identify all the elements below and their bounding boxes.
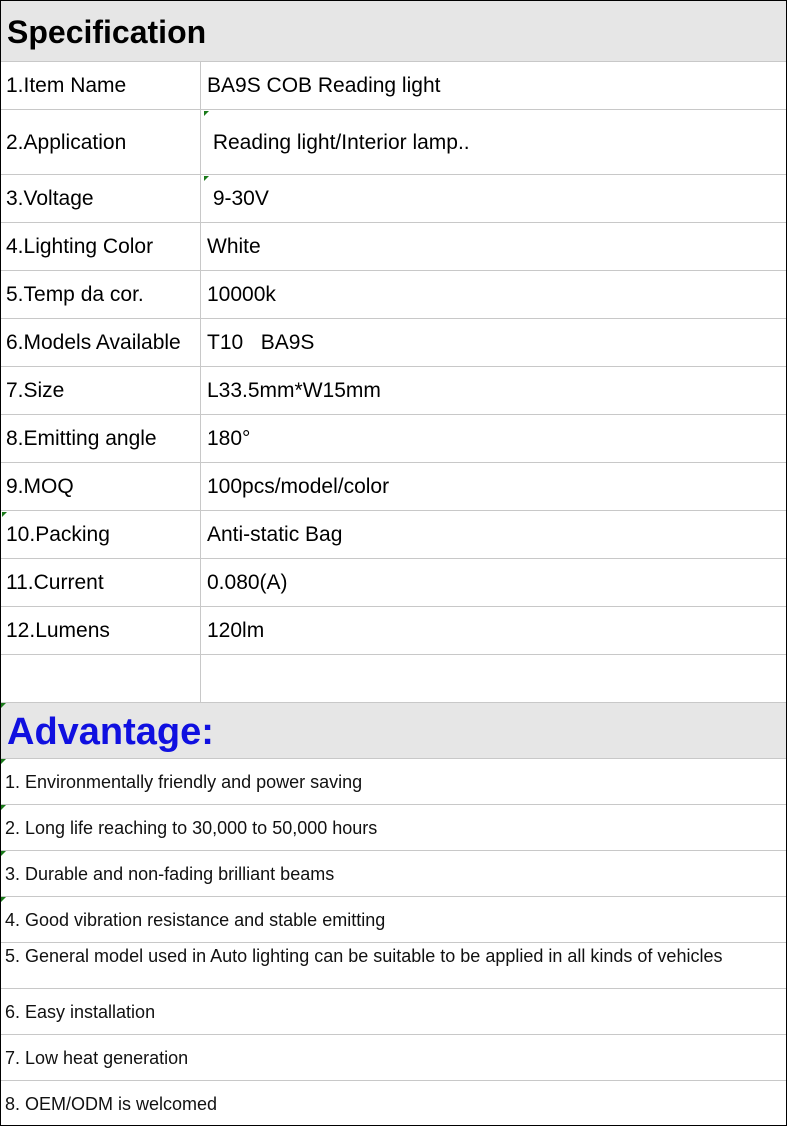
spec-row: [1, 367, 786, 415]
spec-label-cell[interactable]: [1, 559, 201, 606]
spec-label: 12.Lumens: [6, 619, 110, 642]
spec-row: [1, 463, 786, 511]
comment-marker-icon: [1, 703, 6, 708]
comment-marker-icon: [1, 897, 6, 902]
spec-value-cell[interactable]: [201, 319, 786, 366]
advantage-item-text: 5. General model used in Auto lighting can be suitable to be applied in all kinds of vehicles: [5, 946, 723, 966]
spec-label: 8.Emitting angle: [6, 427, 157, 450]
spec-value: 120lm: [207, 619, 265, 642]
spec-row: [1, 559, 786, 607]
advantage-item[interactable]: [1, 1035, 786, 1081]
spec-value: 9-30V: [207, 187, 269, 210]
spec-label-cell[interactable]: [1, 110, 201, 174]
spec-value-cell[interactable]: [201, 271, 786, 318]
spec-value: L33.5mm*W15mm: [207, 379, 381, 402]
spec-row: [1, 175, 786, 223]
comment-marker-icon: [1, 759, 6, 764]
specification-header: [1, 1, 786, 62]
advantage-item[interactable]: [1, 759, 786, 805]
spec-row: [1, 223, 786, 271]
advantage-item-text: 3. Durable and non-fading brilliant beams: [5, 864, 335, 884]
spec-label-cell[interactable]: [1, 223, 201, 270]
spec-row: [1, 655, 786, 703]
advantage-item[interactable]: [1, 897, 786, 943]
advantage-title: Advantage:: [7, 711, 214, 753]
spec-label: 2.Application: [6, 130, 127, 154]
spec-value: Anti-static Bag: [207, 523, 343, 546]
advantage-item[interactable]: [1, 851, 786, 897]
spec-value-cell[interactable]: [201, 367, 786, 414]
spec-value-cell[interactable]: [201, 655, 786, 702]
spec-row: [1, 271, 786, 319]
spec-value: BA9S COB Reading light: [207, 74, 441, 97]
comment-marker-icon: [204, 176, 209, 181]
spec-value-cell[interactable]: [201, 511, 786, 558]
spec-label-cell[interactable]: [1, 175, 201, 222]
spec-value-cell[interactable]: [201, 415, 786, 462]
spec-value-cell[interactable]: [201, 62, 786, 109]
advantage-item-text: 8. OEM/ODM is welcomed: [5, 1094, 218, 1114]
spec-label: 11.Current: [6, 571, 104, 594]
spec-row: [1, 62, 786, 110]
spec-row: [1, 415, 786, 463]
specification-title: Specification: [7, 14, 207, 50]
spec-row: [1, 110, 786, 175]
advantage-item-text: 4. Good vibration resistance and stable emitting: [5, 910, 386, 930]
spec-value: Reading light/Interior lamp..: [207, 130, 470, 154]
spec-label-cell[interactable]: [1, 511, 201, 558]
spec-value: 100pcs/model/color: [207, 475, 390, 498]
spec-label: 7.Size: [6, 379, 65, 402]
comment-marker-icon: [1, 851, 6, 856]
spec-value-cell[interactable]: [201, 559, 786, 606]
advantage-item-text: 1. Environmentally friendly and power saving: [5, 772, 363, 792]
spec-value-cell[interactable]: [201, 607, 786, 654]
spec-label: 4.Lighting Color: [6, 235, 154, 258]
spec-label-cell[interactable]: [1, 271, 201, 318]
advantage-item-text: 7. Low heat generation: [5, 1048, 189, 1068]
spec-label: 3.Voltage: [6, 187, 94, 210]
spec-value: 0.080(A): [207, 571, 288, 594]
advantage-item[interactable]: [1, 943, 786, 989]
advantage-item-text: 6. Easy installation: [5, 1002, 156, 1022]
advantage-item[interactable]: [1, 989, 786, 1035]
spec-label-cell[interactable]: [1, 62, 201, 109]
spec-label-cell[interactable]: [1, 415, 201, 462]
spec-value-cell[interactable]: [201, 223, 786, 270]
spec-label-cell[interactable]: [1, 607, 201, 654]
spec-label-cell[interactable]: [1, 367, 201, 414]
spec-label-cell[interactable]: [1, 463, 201, 510]
spec-value: White: [207, 235, 261, 258]
advantage-item[interactable]: [1, 1081, 786, 1125]
spec-row: [1, 319, 786, 367]
spec-label-cell[interactable]: [1, 655, 201, 702]
spec-label: 9.MOQ: [6, 475, 74, 498]
spec-value: 180°: [207, 427, 251, 450]
spec-label: 6.Models Available: [6, 331, 181, 354]
spec-label: 1.Item Name: [6, 74, 127, 97]
spec-value-cell[interactable]: [201, 110, 786, 174]
spec-row: [1, 511, 786, 559]
spec-value: 10000k: [207, 283, 276, 306]
comment-marker-icon: [2, 512, 7, 517]
comment-marker-icon: [1, 805, 6, 810]
spec-label: 5.Temp da cor.: [6, 283, 144, 306]
spec-row: [1, 607, 786, 655]
comment-marker-icon: [204, 111, 209, 116]
spec-value: T10 BA9S: [207, 331, 315, 354]
advantage-item[interactable]: [1, 805, 786, 851]
spec-label-cell[interactable]: [1, 319, 201, 366]
spec-value-cell[interactable]: [201, 463, 786, 510]
advantage-header: [1, 703, 786, 759]
spec-value-cell[interactable]: [201, 175, 786, 222]
advantage-item-text: 2. Long life reaching to 30,000 to 50,000 hours: [5, 818, 378, 838]
spec-label: 10.Packing: [6, 523, 110, 546]
